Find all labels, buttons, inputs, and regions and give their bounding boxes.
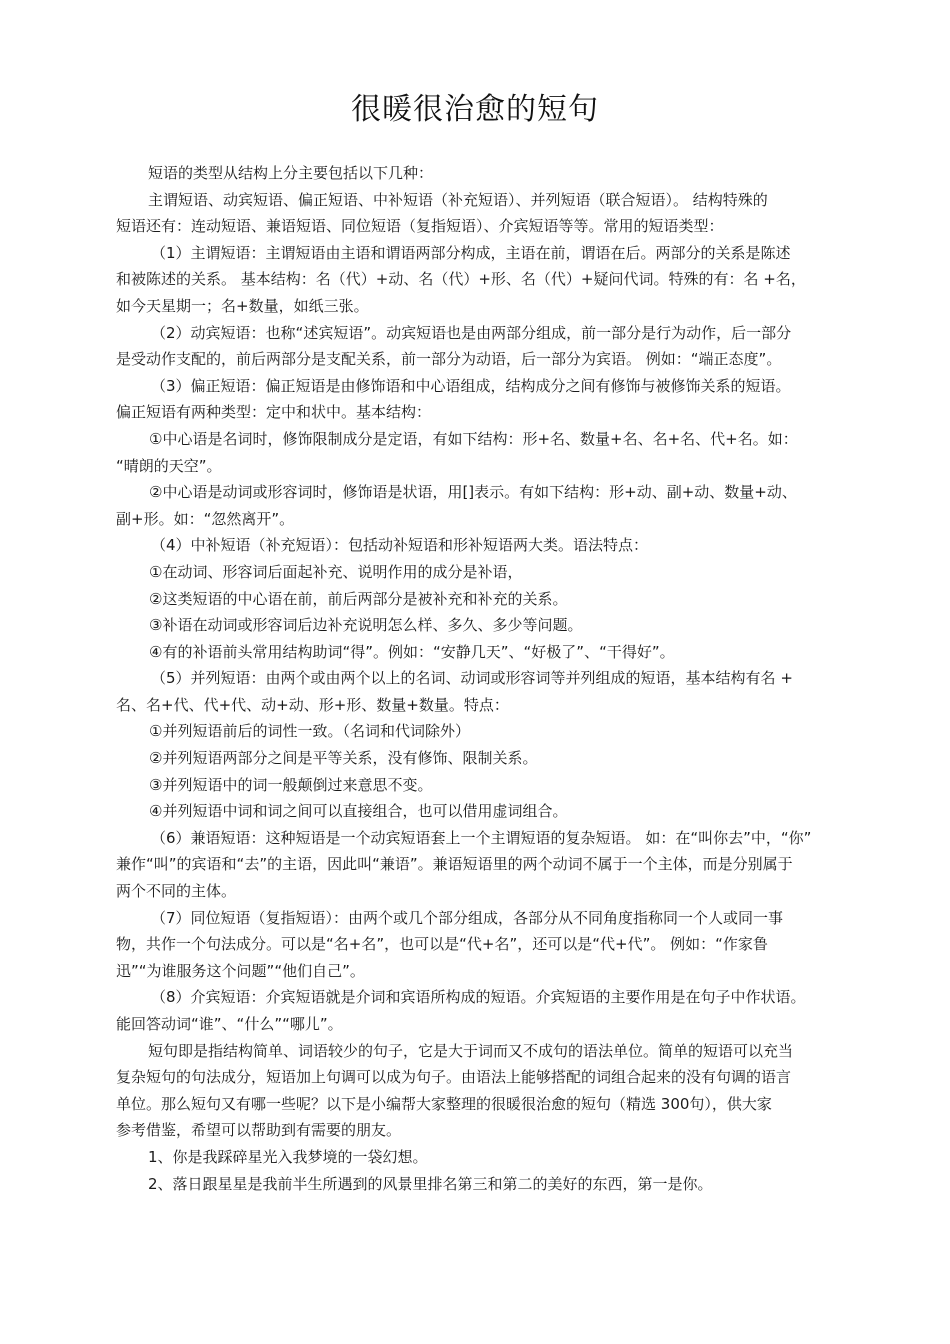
text-line: 短语的类型从结构上分主要包括以下几种： (148, 164, 434, 182)
text-line: 主谓短语、动宾短语、偏正短语、中补短语（补充短语）、并列短语（联合短语）。 结构特殊的 (148, 190, 768, 209)
text-line: 兼作“叫”的宾语和“去”的主语，因此叫“兼语”。兼语短语里的两个动词不属于一个主体，而是分别属于 (116, 855, 793, 874)
text-line: （4）中补短语（补充短语）：包括动补短语和形补短语两大类。语法特点： (151, 536, 649, 555)
text-line: （1）主谓短语：主谓短语由主语和谓语两部分构成，主语在前，谓语在后。两部分的关系是陈述 (151, 243, 791, 262)
text-line: 2、落日跟星星是我前半生所遇到的风景里排名第三和第二的美好的东西，第一是你。 (148, 1174, 713, 1193)
text-line: 偏正短语有两种类型：定中和状中。基本结构： (116, 403, 432, 422)
text-line: 是受动作支配的，前后两部分是支配关系，前一部分为动语，后一部分为宾语。 例如：“端正态度”。 (116, 350, 782, 369)
text-line: 物，共作一个句法成分。可以是“名+名”，也可以是“代+名”，还可以是“代+代”。 例如：“作家鲁 (116, 935, 768, 954)
text-line: ④有的补语前头常用结构助词“得”。例如：“安静几天”、“好极了”、“干得好”。 (149, 642, 675, 661)
document-title: 很暖很治愈的短句 (351, 92, 599, 127)
text-line: ③并列短语中的词一般颠倒过来意思不变。 (149, 775, 433, 794)
text-line: ②并列短语两部分之间是平等关系，没有修饰、限制关系。 (149, 749, 538, 768)
text-line: 如今天星期一；名+数量，如纸三张。 (116, 296, 369, 315)
text-line: （7）同位短语（复指短语）：由两个或几个部分组成，各部分从不同角度指称同一个人或同一事 (151, 908, 784, 927)
text-line: （2）动宾短语：也称“述宾短语”。动宾短语也是由两部分组成，前一部分是行为动作，后一部分 (151, 323, 792, 342)
text-line: ②这类短语的中心语在前，前后两部分是被补充和补充的关系。 (149, 589, 568, 608)
text-line: 复杂短句的句法成分，短语加上句调可以成为句子。由语法上能够搭配的词组合起来的没有句调的语言 (116, 1068, 792, 1087)
text-line: “晴朗的天空”。 (116, 456, 222, 475)
text-line: ①并列短语前后的词性一致。（名词和代词除外） (149, 722, 470, 741)
text-line: 1、你是我踩碎星光入我梦境的一袋幻想。 (148, 1147, 428, 1166)
text-line: ①在动词、形容词后面起补充、说明作用的成分是补语， (149, 562, 523, 581)
text-line: 两个不同的主体。 (116, 882, 237, 901)
text-line: （5）并列短语：由两个或由两个以上的名词、动词或形容词等并列组成的短语，基本结构有名 + (151, 669, 793, 688)
text-line: 和被陈述的关系。 基本结构：名（代）+动、名（代）+形、名（代）+疑问代词。特殊的有：名 +名， (116, 270, 806, 289)
text-line: 单位。那么短句又有哪一些呢？以下是小编帮大家整理的很暖很治愈的短句（精选 300句），供大家 (116, 1094, 772, 1113)
text-line: 迅”“为谁服务这个问题”“他们自己”。 (116, 961, 365, 980)
text-line: （6）兼语短语：这种短语是一个动宾短语套上一个主谓短语的复杂短语。 如：在“叫你去”中，“你” (151, 828, 812, 847)
text-line: ②中心语是动词或形容词时，修饰语是状语，用[]表示。有如下结构：形+动、副+动、数量+动、 (149, 483, 797, 502)
text-line: 短语还有：连动短语、兼语短语、同位短语（复指短语）、介宾短语等等。常用的短语类型： (116, 217, 724, 236)
text-line: （8）介宾短语：介宾短语就是介词和宾语所构成的短语。介宾短语的主要作用是在句子中作状语。 (151, 988, 806, 1007)
text-line: 参考借鉴，希望可以帮助到有需要的朋友。 (116, 1121, 402, 1140)
text-line: 名、名+代、代+代、动+动、形+形、数量+数量。特点： (116, 695, 509, 714)
document-body (116, 160, 838, 1197)
text-line: ④并列短语中词和词之间可以直接组合，也可以借用虚词组合。 (149, 802, 568, 821)
text-line: （3）偏正短语：偏正短语是由修饰语和中心语组成，结构成分之间有修饰与被修饰关系的短语。 (151, 376, 791, 395)
text-line: 短句即是指结构简单、词语较少的句子，它是大于词而又不成句的语法单位。简单的短语可以充当 (148, 1041, 794, 1060)
text-line: ①中心语是名词时，修饰限制成分是定语，有如下结构：形+名、数量+名、名+名、代+名。如： (149, 429, 798, 448)
text-line: 能回答动词“谁”、“什么”“哪儿”。 (116, 1015, 343, 1033)
text-line: 副+形。如：“忽然离开”。 (116, 509, 295, 528)
text-line: ③补语在动词或形容词后边补充说明怎么样、多久、多少等问题。 (149, 616, 583, 635)
